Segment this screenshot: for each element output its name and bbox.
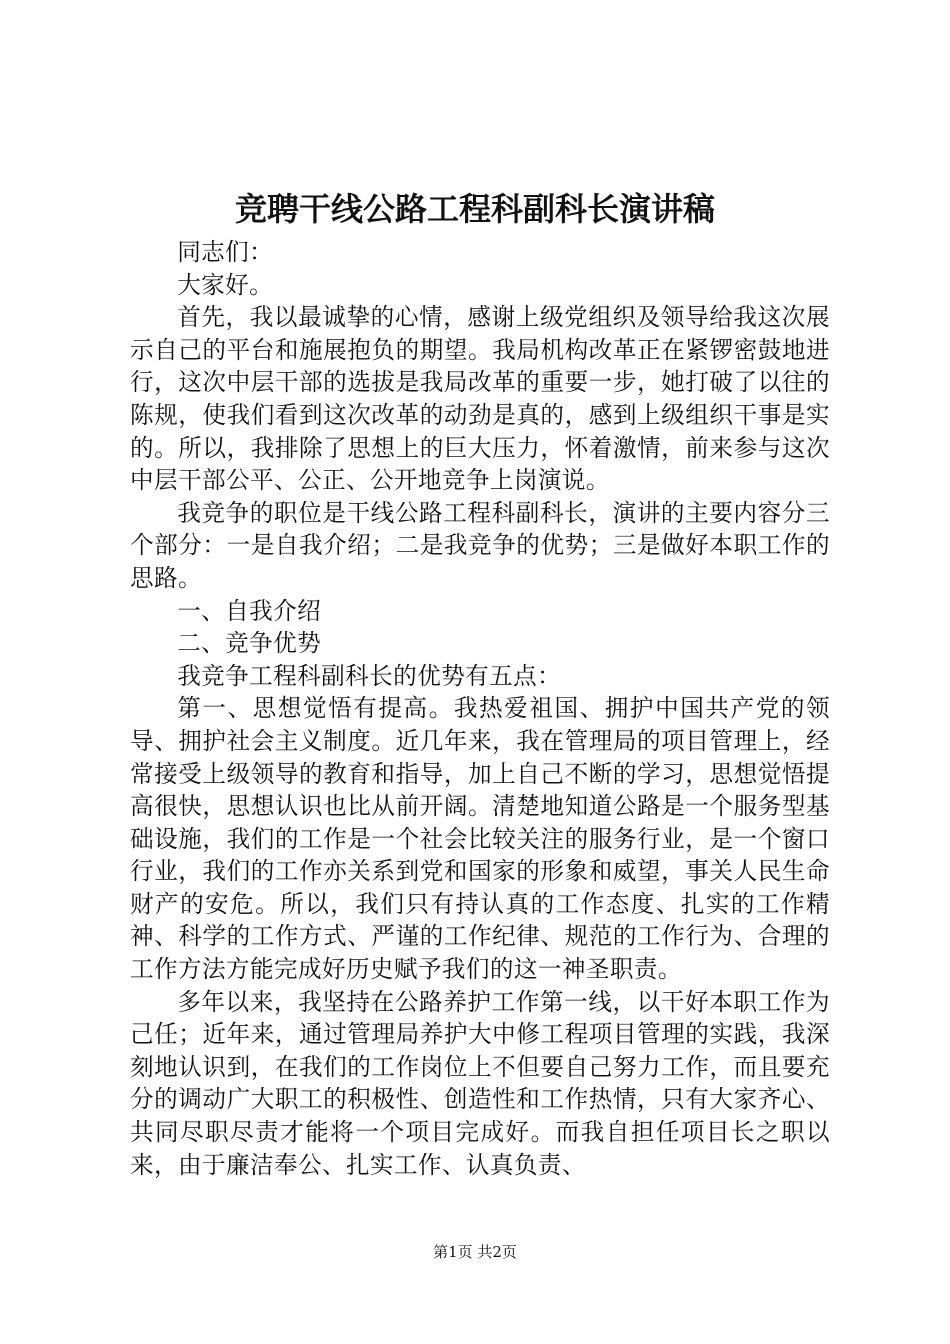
paragraph-intro: 首先，我以最诚挚的心情，感谢上级党组织及领导给我这次展示自己的平台和施展抱负的期望。我局机构改革正在紧锣密鼓地进行，这次中层干部的选拔是我局改革的重要一步，她打破了以往的陈规，使我们看到这次改革的动劲是真的，感到上级组织干事是实的。所以，我排除了思想上的巨大压力，怀着激情，前来参与这次中层干部公平、公正、公开地竞争上岗演说。 bbox=[130, 303, 830, 495]
paragraph-experience: 多年以来，我坚持在公路养护工作第一线，以干好本职工作为己任；近年来，通过管理局养护大中修工程项目管理的实践，我深刻地认识到，在我们的工作岗位上不但要自己努力工作，而且要充分的调动广大职工的积极性、创造性和工作热情，只有大家齐心、共同尽职尽责才能将一个项目完成好。而我自担任项目长之职以来，由于廉洁奉公、扎实工作、认真负责、 bbox=[130, 987, 830, 1179]
document-title: 竞聘干线公路工程科副科长演讲稿 bbox=[234, 190, 715, 228]
page-footer: 第1页 共2页 bbox=[433, 1243, 517, 1261]
section-heading-advantages: 二、竞争优势 bbox=[177, 629, 322, 658]
document-body bbox=[130, 236, 830, 1181]
paragraph-salutation: 同志们： bbox=[177, 238, 274, 266]
paragraph-outline: 我竞争的职位是干线公路工程科副科长，演讲的主要内容分三个部分：一是自我介绍；二是我竞争的优势；三是做好本职工作的思路。 bbox=[130, 498, 830, 592]
paragraph-advantage-one: 第一、思想觉悟有提高。我热爱祖国、拥护中国共产党的领导、拥护社会主义制度。近几年来，我在管理局的项目管理上，经常接受上级领导的教育和指导，加上自己不断的学习，思想觉悟提高很快，思想认识也比从前开阔。清楚地知道公路是一个服务型基础设施，我们的工作是一个社会比较关注的服务行业，是一个窗口行业，我们的工作亦关系到党和国家的形象和威望，事关人民生命财产的安危。所以，我们只有持认真的工作态度、扎实的工作精神、科学的工作方式、严谨的工作纪律、规范的工作行为、合理的工作方法方能完成好历史赋予我们的这一神圣职责。 bbox=[130, 694, 830, 984]
section-heading-self-intro: 一、自我介绍 bbox=[177, 596, 322, 625]
paragraph-advantages-lead: 我竞争工程科副科长的优势有五点： bbox=[177, 661, 562, 690]
paragraph-greeting: 大家好。 bbox=[177, 270, 274, 299]
